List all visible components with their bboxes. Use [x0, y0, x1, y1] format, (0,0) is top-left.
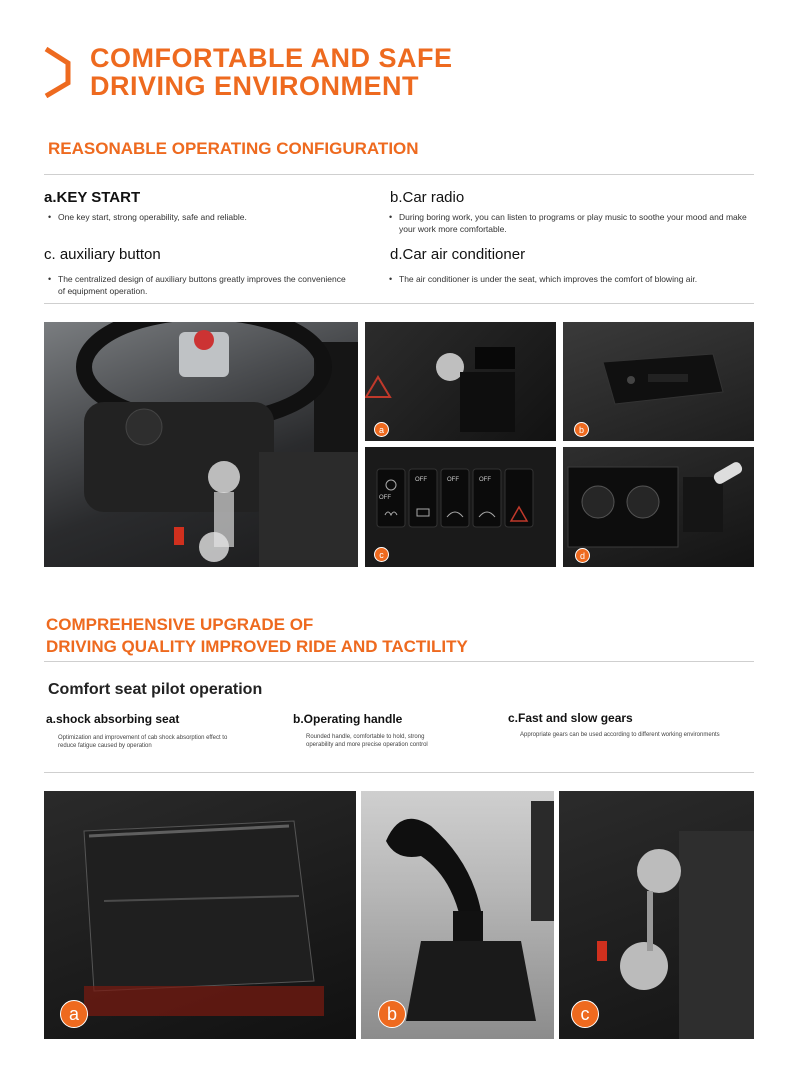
divider [44, 303, 754, 304]
feature-desc-operating-handle: Rounded handle, comfortable to hold, strong operability and more precise operation control [306, 734, 428, 748]
feature-title-gears: c.Fast and slow gears [508, 711, 633, 725]
section-title-operating-config: REASONABLE OPERATING CONFIGURATION [48, 139, 419, 158]
seat-icon [44, 791, 356, 1039]
switch-label: OFF [415, 477, 427, 483]
photo-car-radio [563, 322, 754, 441]
feature-desc-key-start: • One key start, strong operability, safe and reliable. [44, 211, 364, 223]
divider [44, 661, 754, 662]
page-title-line2: DRIVING ENVIRONMENT [90, 71, 420, 101]
steering-wheel-icon [44, 322, 358, 567]
divider [44, 772, 754, 773]
feature-title-car-air-conditioner: d.Car air conditioner [390, 246, 526, 263]
section-title-upgrade-line2: DRIVING QUALITY IMPROVED RIDE AND TACTILITY [46, 637, 468, 656]
switch-label: OFF [379, 495, 391, 501]
badge-a: a [374, 422, 389, 437]
ignition-icon [365, 322, 556, 441]
photo-auxiliary-buttons [365, 447, 556, 567]
switch-panel [365, 447, 556, 567]
badge-d: d [575, 548, 590, 563]
feature-title-key-start: a.KEY START [44, 189, 141, 206]
photo-air-conditioner [563, 447, 754, 567]
switch-label: OFF [447, 477, 459, 483]
feature-desc-car-air-conditioner: • The air conditioner is under the seat, which improves the comfort of blowing air. [385, 273, 760, 285]
badge-a: a [60, 1000, 88, 1028]
feature-desc-shock-seat: Optimization and improvement of cab shock absorption effect to reduce fatigue caused by operation [58, 735, 228, 749]
feature-title-auxiliary-button: c. auxiliary button [44, 246, 161, 263]
feature-desc-car-radio: • During boring work, you can listen to programs or play music to soothe your mood and make your work more comfortable. [385, 211, 760, 235]
badge-c: c [571, 1000, 599, 1028]
photo-shock-seat [44, 791, 356, 1039]
photo-cab-interior [44, 322, 358, 567]
section-title-upgrade-line1: COMPREHENSIVE UPGRADE OF [46, 615, 314, 634]
feature-title-operating-handle: b.Operating handle [293, 712, 403, 726]
photo-key-start [365, 322, 556, 441]
feature-title-car-radio: b.Car radio [390, 189, 465, 206]
badge-c: c [374, 547, 389, 562]
feature-desc-gears: Appropriate gears can be used according to different working environments [520, 732, 720, 738]
divider [44, 174, 754, 175]
chevron-logo-icon [42, 46, 72, 98]
page-title-line1: COMFORTABLE AND SAFE [90, 43, 453, 73]
radio-icon [563, 322, 754, 441]
feature-desc-auxiliary-button: • The centralized design of auxiliary buttons greatly improves the convenience of equipment operation. [44, 273, 354, 297]
badge-b: b [574, 422, 589, 437]
air-vent-icon [563, 447, 754, 567]
badge-b: b [378, 1000, 406, 1028]
photo-operating-handle [361, 791, 554, 1039]
feature-title-shock-seat: a.shock absorbing seat [46, 712, 180, 726]
page-title [90, 44, 452, 100]
switch-label: OFF [479, 477, 491, 483]
subheading-comfort-seat: Comfort seat pilot operation [48, 681, 263, 698]
photo-gear-levers [559, 791, 754, 1039]
